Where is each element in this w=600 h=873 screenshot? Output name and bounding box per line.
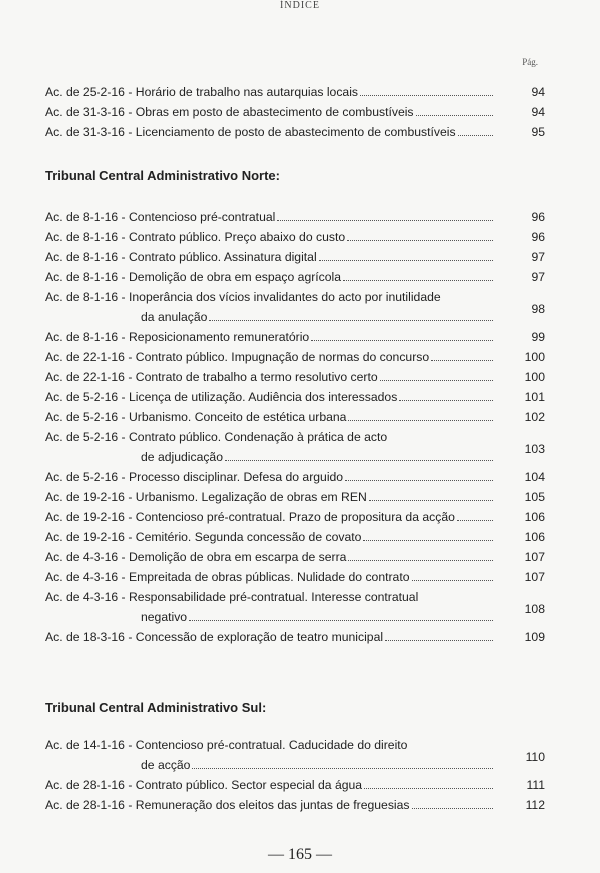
toc-entry xyxy=(45,467,545,487)
entry-ruling-date: Ac. de 8-1-16 - xyxy=(45,250,129,264)
dot-leader xyxy=(225,460,493,461)
entry-title: Reposicionamento remuneratório xyxy=(129,330,310,344)
entries-group-sul xyxy=(45,735,545,815)
toc-entry xyxy=(45,507,545,527)
dot-leader xyxy=(311,340,493,341)
toc-entry xyxy=(45,775,545,795)
entry-page-number: 102 xyxy=(524,410,545,424)
entry-ruling-date: Ac. de 4-3-16 - xyxy=(45,570,129,584)
dot-leader xyxy=(343,280,493,281)
entry-title: Contencioso pré-contratual. Prazo de propositura da acção xyxy=(135,510,455,524)
dot-leader xyxy=(412,580,494,581)
entry-title: Obras em posto de abastecimento de combustíveis xyxy=(135,105,414,119)
entry-title: Contrato público. Assinatura digital xyxy=(129,250,317,264)
entry-page-number: 105 xyxy=(524,490,545,504)
toc-entry xyxy=(45,627,545,647)
entry-page-number: 94 xyxy=(531,85,545,99)
dot-leader xyxy=(457,520,493,521)
entry-ruling-date: Ac. de 4-3-16 - xyxy=(45,550,129,564)
entry-page-number: 107 xyxy=(524,570,545,584)
dot-leader xyxy=(189,620,493,621)
entry-title: Urbanismo. Conceito de estética urbana xyxy=(129,410,347,424)
entry-title: Licenciamento de posto de abastecimento de combustíveis xyxy=(135,125,456,139)
entry-title: Demolição de obra em espaço agrícola xyxy=(129,270,342,284)
dot-leader xyxy=(345,480,493,481)
entry-ruling-date: Ac. de 19-2-16 - xyxy=(45,530,136,544)
entry-title: Contrato público. Impugnação de normas do concurso xyxy=(135,350,430,364)
toc-entry xyxy=(45,367,545,387)
entry-page-number: 108 xyxy=(524,602,545,616)
entry-ruling-date: Ac. de 14-1-16 - xyxy=(45,738,136,752)
toc-entry xyxy=(45,547,545,567)
entry-ruling-date: Ac. de 5-2-16 - xyxy=(45,430,129,444)
entries-group-norte xyxy=(45,207,545,647)
entry-page-number: 110 xyxy=(525,750,545,764)
toc-entry xyxy=(45,427,545,467)
entry-title: Contrato de trabalho a termo resolutivo certo xyxy=(135,370,378,384)
entry-ruling-date: Ac. de 19-2-16 - xyxy=(45,490,136,504)
entry-title: Inoperância dos vícios invalidantes do acto por inutilidade xyxy=(129,290,441,304)
entry-ruling-date: Ac. de 5-2-16 - xyxy=(45,390,129,404)
entry-page-number: 96 xyxy=(531,230,545,244)
entry-title: Horário de trabalho nas autarquias locais xyxy=(135,85,358,99)
entry-title-continuation: negativo xyxy=(141,607,493,627)
page-header: ÍNDICE xyxy=(280,0,320,11)
entry-ruling-date: Ac. de 4-3-16 - xyxy=(45,590,129,604)
page-column-label: Pág. xyxy=(522,57,538,67)
entry-title: Processo disciplinar. Defesa do arguido xyxy=(129,470,344,484)
dot-leader xyxy=(277,220,493,221)
entry-page-number: 106 xyxy=(524,530,545,544)
toc-entry xyxy=(45,527,545,547)
entry-ruling-date: Ac. de 28-1-16 - xyxy=(45,778,136,792)
toc-entry xyxy=(45,207,545,227)
entry-ruling-date: Ac. de 8-1-16 - xyxy=(45,210,129,224)
entry-title-continuation: da anulação xyxy=(141,307,493,327)
entry-page-number: 100 xyxy=(524,370,545,384)
dot-leader xyxy=(347,240,493,241)
toc-entry xyxy=(45,567,545,587)
entry-title: Concessão de exploração de teatro municipal xyxy=(135,630,384,644)
dot-leader xyxy=(363,540,493,541)
dot-leader xyxy=(412,808,494,809)
toc-entry xyxy=(45,227,545,247)
dot-leader xyxy=(192,768,493,769)
entry-page-number: 98 xyxy=(531,302,545,316)
entry-page-number: 97 xyxy=(531,250,545,264)
entry-title-continuation: de acção xyxy=(141,755,493,775)
entry-title: Contrato público. Sector especial da água xyxy=(135,778,363,792)
toc-entry xyxy=(45,122,545,142)
toc-entry xyxy=(45,795,545,815)
entry-page-number: 106 xyxy=(524,510,545,524)
dot-leader xyxy=(416,115,493,116)
dot-leader xyxy=(458,135,493,136)
entry-ruling-date: Ac. de 8-1-16 - xyxy=(45,270,129,284)
entry-title: Contrato público. Preço abaixo do custo xyxy=(129,230,346,244)
entry-page-number: 101 xyxy=(524,390,545,404)
entry-title: Contrato público. Condenação à prática de acto xyxy=(129,430,388,444)
entry-ruling-date: Ac. de 8-1-16 - xyxy=(45,330,129,344)
entry-ruling-date: Ac. de 31-3-16 - xyxy=(45,125,136,139)
dot-leader xyxy=(380,380,493,381)
entry-title: Responsabilidade pré-contratual. Interesse contratual xyxy=(129,590,419,604)
toc-entry xyxy=(45,347,545,367)
dot-leader xyxy=(431,360,493,361)
dot-leader xyxy=(369,500,493,501)
entry-page-number: 103 xyxy=(524,442,545,456)
entry-ruling-date: Ac. de 31-3-16 - xyxy=(45,105,136,119)
entry-title: Licença de utilização. Audiência dos interessados xyxy=(129,390,398,404)
entry-page-number: 94 xyxy=(531,105,545,119)
entry-page-number: 99 xyxy=(531,330,545,344)
toc-entry xyxy=(45,487,545,507)
dot-leader xyxy=(209,320,493,321)
entry-title-continuation: de adjudicação xyxy=(141,447,493,467)
entry-page-number: 109 xyxy=(524,630,545,644)
entry-page-number: 111 xyxy=(526,778,545,792)
entry-ruling-date: Ac. de 8-1-16 - xyxy=(45,290,129,304)
entry-title: Demolição de obra em escarpa de serra xyxy=(129,550,347,564)
entry-ruling-date: Ac. de 5-2-16 - xyxy=(45,470,129,484)
section-title-sul: Tribunal Central Administrativo Sul: xyxy=(45,700,267,715)
entry-page-number: 100 xyxy=(524,350,545,364)
entry-ruling-date: Ac. de 8-1-16 - xyxy=(45,230,129,244)
dot-leader xyxy=(360,95,493,96)
toc-entry xyxy=(45,267,545,287)
entries-group-top xyxy=(45,82,545,142)
toc-entry xyxy=(45,102,545,122)
toc-entry xyxy=(45,735,545,775)
entry-title: Contencioso pré-contratual xyxy=(129,210,276,224)
entry-ruling-date: Ac. de 22-1-16 - xyxy=(45,350,136,364)
entry-page-number: 96 xyxy=(531,210,545,224)
entry-ruling-date: Ac. de 25-2-16 - xyxy=(45,85,136,99)
entry-ruling-date: Ac. de 5-2-16 - xyxy=(45,410,129,424)
dot-leader xyxy=(348,560,493,561)
entry-ruling-date: Ac. de 19-2-16 - xyxy=(45,510,136,524)
entry-ruling-date: Ac. de 18-3-16 - xyxy=(45,630,136,644)
entry-page-number: 112 xyxy=(525,798,545,812)
toc-entry xyxy=(45,407,545,427)
entry-title: Remuneração dos eleitos das juntas de freguesias xyxy=(135,798,410,812)
entry-title: Contencioso pré-contratual. Caducidade do direito xyxy=(135,738,408,752)
entry-title: Cemitério. Segunda concessão de covato xyxy=(135,530,362,544)
entry-ruling-date: Ac. de 22-1-16 - xyxy=(45,370,136,384)
toc-entry xyxy=(45,327,545,347)
entry-title: Empreitada de obras públicas. Nulidade do contrato xyxy=(129,570,410,584)
dot-leader xyxy=(385,640,493,641)
dot-leader xyxy=(319,260,493,261)
toc-entry xyxy=(45,587,545,627)
entry-page-number: 104 xyxy=(524,470,545,484)
dot-leader xyxy=(399,400,493,401)
entry-page-number: 95 xyxy=(531,125,545,139)
entry-page-number: 97 xyxy=(531,270,545,284)
entry-page-number: 107 xyxy=(524,550,545,564)
page-number: — 165 — xyxy=(268,846,332,863)
toc-entry xyxy=(45,287,545,327)
entry-title: Urbanismo. Legalização de obras em REN xyxy=(135,490,367,504)
section-title-norte: Tribunal Central Administrativo Norte: xyxy=(45,168,280,183)
toc-entry xyxy=(45,247,545,267)
toc-entry xyxy=(45,82,545,102)
toc-entry xyxy=(45,387,545,407)
entry-ruling-date: Ac. de 28-1-16 - xyxy=(45,798,136,812)
dot-leader xyxy=(364,788,493,789)
dot-leader xyxy=(348,420,493,421)
